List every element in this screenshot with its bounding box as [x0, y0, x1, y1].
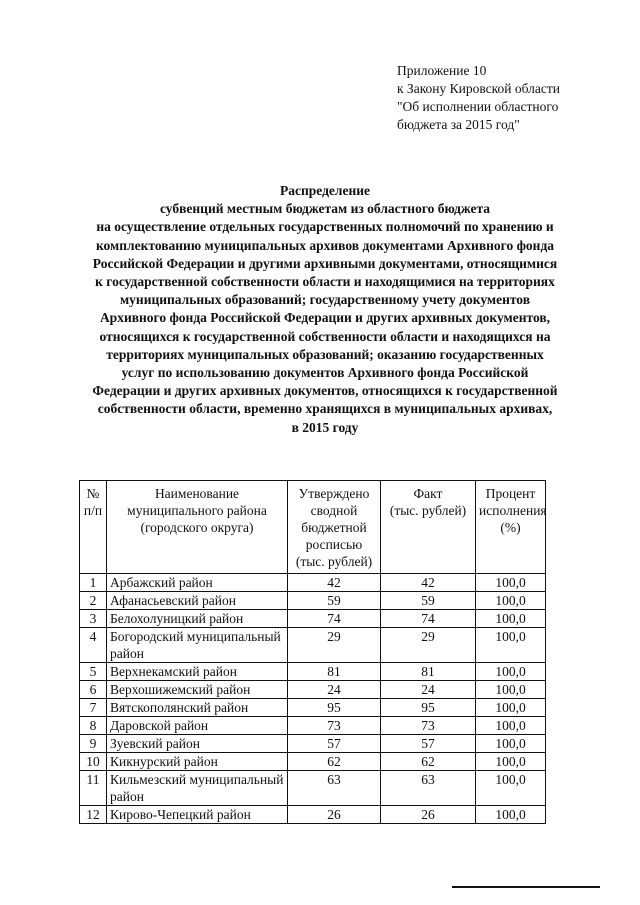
row-approved: 81	[288, 663, 381, 681]
row-num: 6	[80, 681, 107, 699]
row-name: Арбажский район	[107, 574, 288, 592]
table-row	[80, 628, 546, 663]
row-name: Богородский муниципальный район	[107, 628, 288, 663]
row-percent: 100,0	[476, 753, 546, 771]
row-approved: 59	[288, 592, 381, 610]
row-fact: 73	[381, 717, 476, 735]
row-fact: 74	[381, 610, 476, 628]
row-name: Зуевский район	[107, 735, 288, 753]
row-name: Белохолуницкий район	[107, 610, 288, 628]
table-row	[80, 681, 546, 699]
table-row	[80, 610, 546, 628]
title-line: услуг по использованию документов Архивного фонда Российской	[121, 365, 529, 381]
row-num: 8	[80, 717, 107, 735]
title-line: Распределение	[279, 183, 371, 198]
table-row	[80, 771, 546, 806]
title-line: относящихся к государственной собственности области и находящихся на	[99, 328, 551, 344]
header-name: Наименование муниципального района (городского округа)	[107, 481, 288, 574]
row-percent: 100,0	[476, 610, 546, 628]
subvention-table	[79, 480, 546, 824]
row-approved: 74	[288, 610, 381, 628]
title-line: комплектованию муниципальных архивов документами Архивного фонда	[95, 237, 555, 253]
row-name: Верхошижемский район	[107, 681, 288, 699]
table-row	[80, 717, 546, 735]
row-fact: 81	[381, 663, 476, 681]
row-percent: 100,0	[476, 699, 546, 717]
header-num: № п/п	[80, 481, 107, 574]
row-percent: 100,0	[476, 574, 546, 592]
row-num: 1	[80, 574, 107, 592]
table-row	[80, 699, 546, 717]
row-percent: 100,0	[476, 806, 546, 824]
row-name: Афанасьевский район	[107, 592, 288, 610]
row-num: 5	[80, 663, 107, 681]
row-percent: 100,0	[476, 681, 546, 699]
row-name: Кильмезский муниципальный район	[107, 771, 288, 806]
title-line: муниципальных образований; государственному учету документов	[119, 292, 531, 308]
row-percent: 100,0	[476, 771, 546, 806]
row-name: Кирово-Чепецкий район	[107, 806, 288, 824]
row-fact: 63	[381, 771, 476, 806]
row-num: 11	[80, 771, 107, 806]
page-bottom-divider	[452, 886, 600, 888]
row-name: Кикнурский район	[107, 753, 288, 771]
appendix-line: бюджета за 2015 год"	[397, 117, 520, 132]
row-approved: 29	[288, 628, 381, 663]
table-row	[80, 735, 546, 753]
title-line: на осуществление отдельных государственных полномочий по хранению и	[96, 219, 554, 235]
row-name: Даровской район	[107, 717, 288, 735]
row-percent: 100,0	[476, 592, 546, 610]
row-percent: 100,0	[476, 717, 546, 735]
document-title	[70, 182, 580, 437]
row-fact: 24	[381, 681, 476, 699]
row-percent: 100,0	[476, 663, 546, 681]
row-name: Вятскополянский район	[107, 699, 288, 717]
row-percent: 100,0	[476, 628, 546, 663]
table-row	[80, 592, 546, 610]
row-fact: 29	[381, 628, 476, 663]
title-line: Российской Федерации и другими архивными документами, относящимися	[92, 255, 558, 271]
row-approved: 24	[288, 681, 381, 699]
appendix-note	[397, 62, 560, 134]
row-approved: 95	[288, 699, 381, 717]
title-line: Архивного фонда Российской Федерации и других архивных документов,	[99, 310, 551, 326]
row-fact: 62	[381, 753, 476, 771]
table-header-row	[80, 481, 546, 574]
row-num: 7	[80, 699, 107, 717]
title-line: в 2015 году	[291, 419, 359, 435]
row-num: 3	[80, 610, 107, 628]
header-fact: Факт (тыс. рублей)	[381, 481, 476, 574]
row-fact: 42	[381, 574, 476, 592]
row-fact: 95	[381, 699, 476, 717]
row-approved: 26	[288, 806, 381, 824]
row-num: 9	[80, 735, 107, 753]
title-line: субвенций местным бюджетам из областного бюджета	[159, 201, 491, 217]
row-name: Верхнекамский район	[107, 663, 288, 681]
row-approved: 42	[288, 574, 381, 592]
row-num: 10	[80, 753, 107, 771]
title-line: собственности области, временно хранящихся в муниципальных архивах,	[97, 401, 553, 417]
title-line: Федерации и других архивных документов, относящихся к государственной	[92, 383, 558, 399]
appendix-line: к Закону Кировской области	[397, 81, 561, 96]
row-percent: 100,0	[476, 735, 546, 753]
title-line: к государственной собственности области и находящимися на территориях	[95, 274, 555, 290]
row-num: 12	[80, 806, 107, 824]
table-row	[80, 663, 546, 681]
row-num: 2	[80, 592, 107, 610]
row-approved: 73	[288, 717, 381, 735]
row-approved: 63	[288, 771, 381, 806]
row-num: 4	[80, 628, 107, 663]
header-percent: Процент исполнения (%)	[476, 481, 546, 574]
appendix-line: "Об исполнении областного	[397, 99, 559, 114]
table-row	[80, 753, 546, 771]
row-fact: 59	[381, 592, 476, 610]
table-row	[80, 806, 546, 824]
row-approved: 57	[288, 735, 381, 753]
row-approved: 62	[288, 753, 381, 771]
row-fact: 57	[381, 735, 476, 753]
title-line: территориях муниципальных образований; оказанию государственных	[106, 346, 544, 362]
table-row	[80, 574, 546, 592]
header-approved: Утверждено сводной бюджетной росписью (тыс. рублей)	[288, 481, 381, 574]
appendix-line: Приложение 10	[397, 63, 487, 78]
row-fact: 26	[381, 806, 476, 824]
